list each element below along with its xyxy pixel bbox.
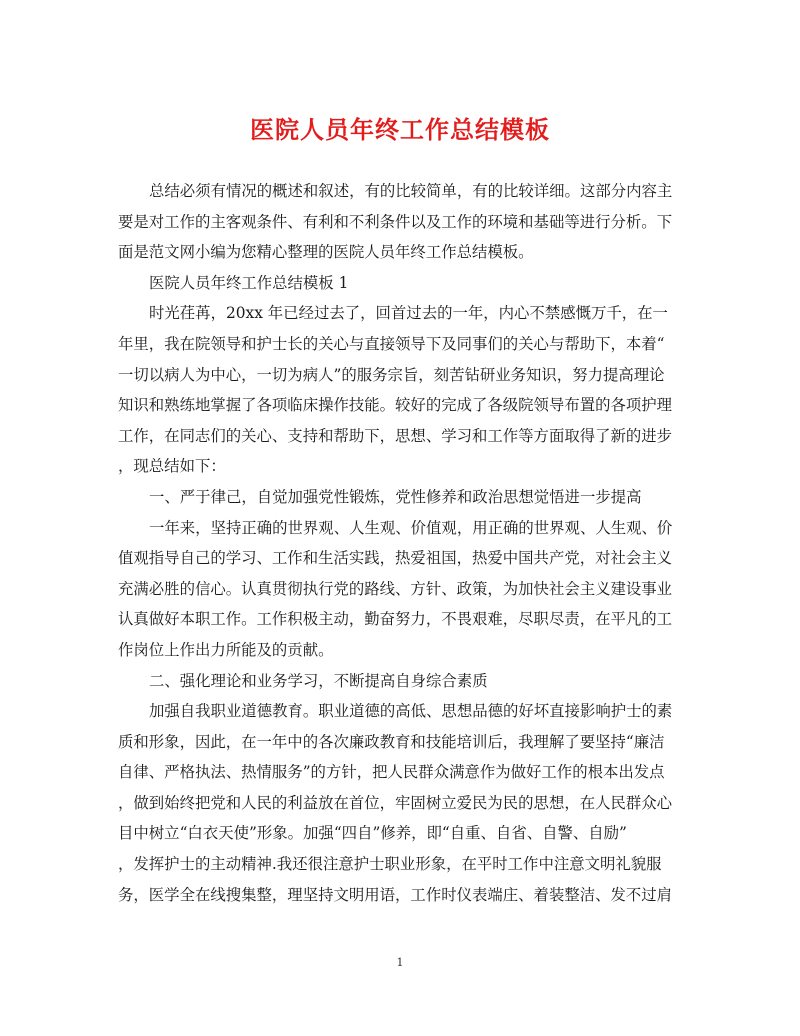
text-line: ，做到始终把党和人民的利益放在首位，牢固树立爱民为民的思想，在人民群众心 [118, 793, 673, 812]
document-body [118, 176, 684, 910]
text-line: 知识和熟练地掌握了各项临床操作技能。较好的完成了各级院领导布置的各项护理 [118, 396, 673, 415]
text-line: 作岗位上作出力所能及的贡献。 [118, 640, 334, 659]
text-line: 要是对工作的主客观条件、有利和不利条件以及工作的环境和基础等进行分析。下 [118, 212, 673, 231]
section-heading: 医院人员年终工作总结模板 1 [149, 273, 349, 292]
text-line: 年里，我在院领导和护士长的关心与直接领导下及同事们的关心与帮助下，本着“ [118, 334, 665, 353]
text-line: 值观指导自己的学习、工作和生活实践，热爱祖国，热爱中国共产党，对社会主义 [118, 549, 673, 568]
section-heading: 二、强化理论和业务学习，不断提高自身综合素质 [149, 671, 488, 690]
text-line: 目中树立“白衣天使”形象。加强“四自”修养，即“自重、自省、自警、自励” [118, 824, 627, 843]
text-line: ，现总结如下： [118, 457, 226, 476]
text-line: 总结必须有情况的概述和叙述，有的比较简单，有的比较详细。这部分内容主 [149, 182, 673, 200]
text-line: 充满必胜的信心。认真贯彻执行党的路线、方针、政策，为加快社会主义建设事业 [118, 579, 673, 598]
text-line: 一切以病人为中心，一切为病人”的服务宗旨，刻苦钻研业务知识，努力提高理论 [118, 365, 665, 384]
text-line: ，发挥护士的主动精神.我还很注意护士职业形象，在平时工作中注意文明礼貌服 [118, 855, 662, 874]
document-title: 医院人员年终工作总结模板 [250, 115, 550, 144]
text-line: 一年来，坚持正确的世界观、人生观、价值观，用正确的世界观、人生观、价 [149, 518, 673, 537]
page-number: 1 [396, 956, 404, 969]
text-line: 面是范文网小编为您精心整理的医院人员年终工作总结模板。 [118, 243, 534, 262]
section-heading: 一、严于律己，自觉加强党性锻炼，党性修养和政治思想觉悟进一步提高 [149, 487, 642, 506]
text-line: 质和形象，因此，在一年中的各次廉政教育和技能培训后，我理解了要坚持“廉洁 [118, 732, 665, 751]
text-line: 务，医学全在线搜集整，理坚持文明用语，工作时仪表端庄、着装整洁、发不过肩 [118, 885, 673, 904]
text-line: 认真做好本职工作。工作积极主动，勤奋努力，不畏艰难，尽职尽责，在平凡的工 [118, 610, 673, 629]
text-line: 加强自我职业道德教育。职业道德的高低、思想品德的好坏直接影响护士的素 [149, 702, 673, 721]
text-line: 时光荏苒，20xx 年已经过去了，回首过去的一年，内心不禁感慨万千，在一 [149, 304, 668, 323]
text-line: 自律、严格执法、热情服务”的方针，把人民群众满意作为做好工作的根本出发点 [118, 763, 665, 782]
text-line: 工作，在同志们的关心、支持和帮助下，思想、学习和工作等方面取得了新的进步 [118, 426, 673, 445]
